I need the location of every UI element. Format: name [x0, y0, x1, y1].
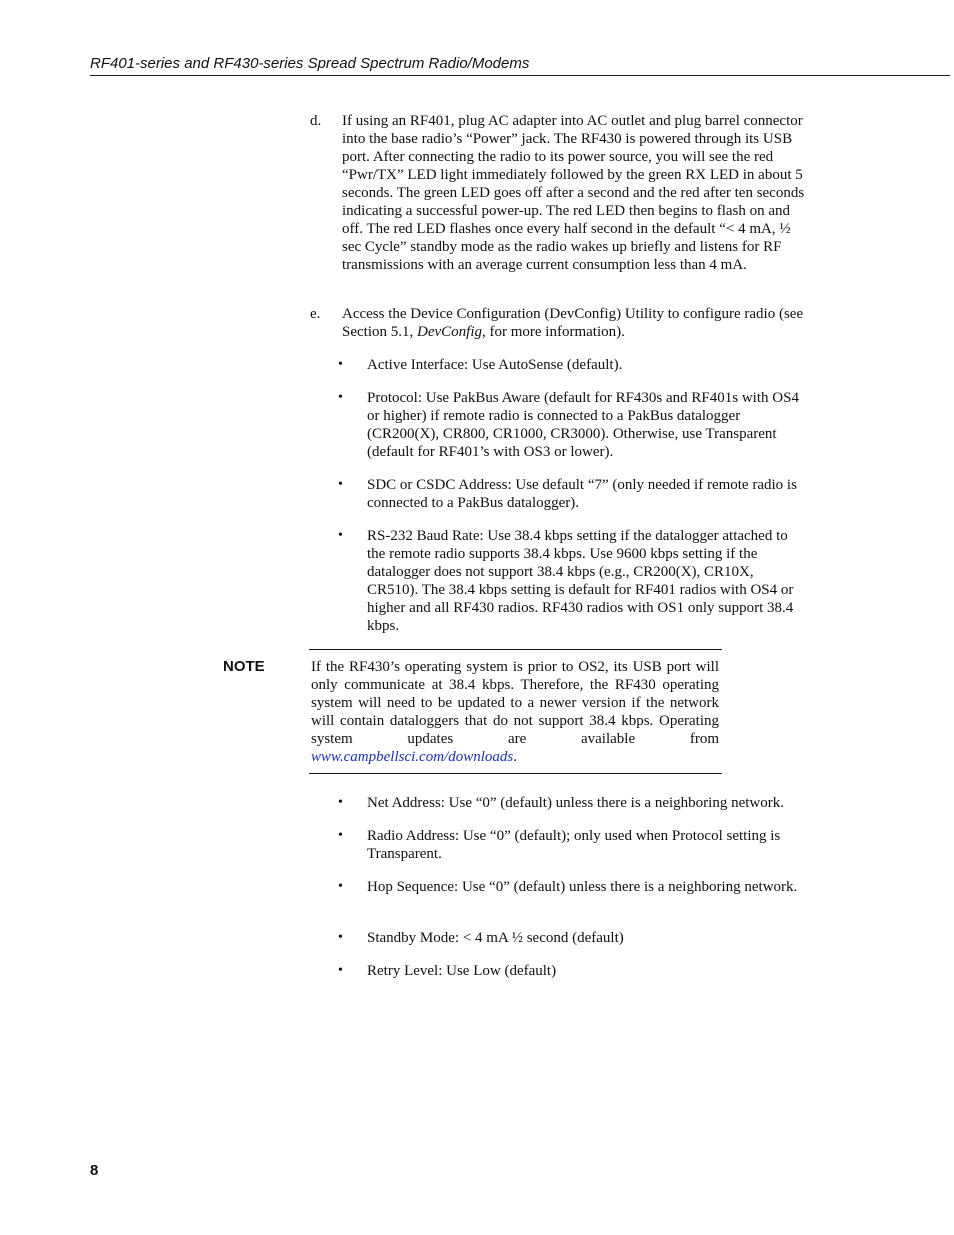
step-e-letter: e.: [310, 306, 321, 322]
bullet-net-address: Net Address: Use “0” (default) unless there is a neighboring network.: [367, 795, 784, 811]
note-top-rule: [309, 649, 722, 650]
note-main-text: If the RF430’s operating system is prior to OS2, its USB port will only communicate at 38.4 kbps. Therefore, the RF430 operating system will need to be updated to a newer version if the network will contain dataloggers that do not support 38.4 kbps. Operating system updates are available from: [311, 659, 719, 747]
bullet-sdc-address: SDC or CSDC Address: Use default “7” (only needed if remote radio is connected to a PakBus datalogger).: [367, 477, 797, 511]
downloads-link[interactable]: www.campbellsci.com/downloads: [311, 749, 514, 765]
bullet-active-interface: Active Interface: Use AutoSense (default).: [367, 357, 623, 373]
bullet-symbol: •: [338, 795, 343, 810]
bullet-standby-mode: Standby Mode: < 4 mA ½ second (default): [367, 930, 624, 946]
bullet-symbol: •: [338, 477, 343, 492]
bullet-symbol: •: [338, 828, 343, 843]
bullet-symbol: •: [338, 390, 343, 405]
step-d-text: If using an RF401, plug AC adapter into AC outlet and plug barrel connector into the base radio’s “Power” jack. The RF430 is powered through its USB port. After connecting the radio to its power source, you will see the red “Pwr/TX” LED light immediately followed by the green RX LED in about 5 seconds. The green LED goes off after a second and the red after ten seconds indicating a successful power-up. The red LED then begins to flash on and off. The red LED flashes once every half second in the default “< 4 mA, ½ sec Cycle” standby mode as the radio wakes up briefly and listens for RF transmissions with an average current consumption less than 4 mA.: [342, 113, 805, 273]
step-d-letter: d.: [310, 113, 322, 129]
bullet-protocol: Protocol: Use PakBus Aware (default for RF430s and RF401s with OS4 or higher) if remote radio is connected to a PakBus datalogger (CR200(X), CR800, CR1000, CR3000). Otherwise, use Transparent (default for RF401’s with OS3 or lower).: [367, 390, 799, 460]
bullet-retry-level: Retry Level: Use Low (default): [367, 963, 557, 979]
note-label: NOTE: [223, 658, 265, 675]
note-text: [311, 658, 719, 766]
bullet-baud-rate: RS-232 Baud Rate: Use 38.4 kbps setting if the datalogger attached to the remote radio supports 38.4 kbps. Use 9600 kbps setting if the datalogger does not support 38.4 kbps (e.g., CR200(X), CR10X, CR510). The 38.4 kbps setting is default for RF401 radios with OS4 or higher and all RF430 radios. RF430 radios with OS1 only support 38.4 kbps.: [367, 528, 794, 634]
step-e-devconfig-ref: DevConfig: [417, 324, 482, 340]
running-header: RF401-series and RF430-series Spread Spectrum Radio/Modems: [90, 55, 950, 76]
bullet-symbol: •: [338, 879, 343, 894]
note-period: .: [513, 749, 517, 765]
note-bottom-rule: [309, 773, 722, 774]
bullet-hop-sequence: Hop Sequence: Use “0” (default) unless there is a neighboring network.: [367, 879, 798, 895]
step-e-text-end: , for more information).: [482, 324, 625, 340]
bullet-symbol: •: [338, 930, 343, 945]
step-e-text-start: Access the Device Configuration (DevConfig) Utility to configure radio (see Section 5.1,: [342, 306, 804, 340]
bullet-symbol: •: [338, 963, 343, 978]
bullet-symbol: •: [338, 528, 343, 543]
page-number: 8: [90, 1162, 99, 1179]
step-e-text: [342, 305, 807, 341]
bullet-symbol: •: [338, 357, 343, 372]
bullet-radio-address: Radio Address: Use “0” (default); only used when Protocol setting is Transparent.: [367, 828, 781, 862]
